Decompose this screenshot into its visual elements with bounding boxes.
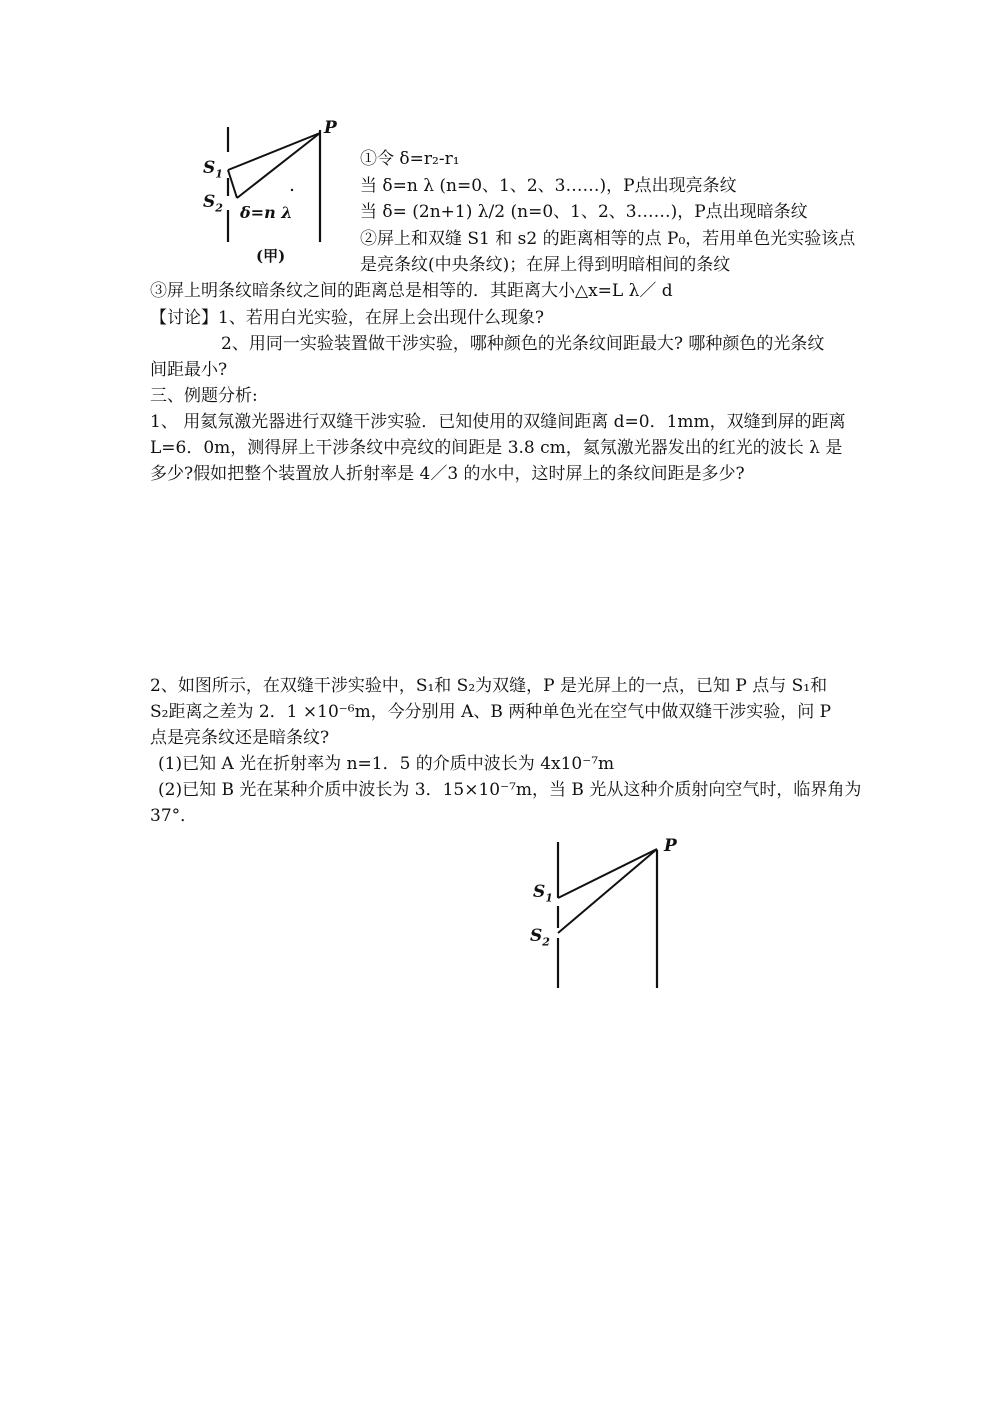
- line-8: 2、用同一实验装置做干涉实验，哪种颜色的光条纹间距最大? 哪种颜色的光条纹: [221, 334, 825, 354]
- example-2-q2a: (2)已知 B 光在某种介质中波长为 3．15×10⁻⁷m，当 B 光从这种介质射向空气时，临界角为: [158, 780, 862, 800]
- line-4: ②屏上和双缝 S1 和 s2 的距离相等的点 P₀，若用单色光实验该点: [360, 229, 856, 249]
- fig2-label-s2: $S_2$: [530, 926, 550, 949]
- line-1: ①令 δ=r₂-r₁: [360, 149, 460, 169]
- fig2-label-s1: $S_1$: [533, 882, 553, 905]
- line-2: 当 δ=n λ (n=0、1、2、3……)，P点出现亮条纹: [360, 176, 737, 196]
- line-3: 当 δ= (2n+1) λ/2 (n=0、1、2、3……)，P点出现暗条纹: [360, 202, 808, 222]
- fig1-label-s1: $S_1$: [203, 158, 223, 181]
- fig1-label-delta: δ=n λ: [240, 203, 293, 222]
- line-10: 三、例题分析:: [150, 386, 258, 406]
- fig2-label-p: P: [664, 836, 677, 856]
- line-9: 间距最小?: [150, 360, 228, 380]
- example-2-q1: (1)已知 A 光在折射率为 n=1．5 的介质中波长为 4x10⁻⁷m: [158, 754, 615, 774]
- example-2-intro: 2、如图所示，在双缝干涉实验中，S₁和 S₂为双缝，P 是光屏上的一点，已知 P 点与 S₁和 S₂距离之差为 2．1 ×10⁻⁶m，今分别用 A、B 两种单色光在空气中做双缝干涉实验，问 P 点是亮条纹还是暗条纹?: [150, 676, 832, 748]
- example-2-q2b: 37°．: [150, 806, 198, 826]
- example-1: 1、 用氦氖激光器进行双缝干涉实验．已知使用的双缝间距离 d=0．1mm，双缝到屏的距离 L=6．0m，测得屏上干涉条纹中亮纹的间距是 3.8 cm，氦氖激光器发出的红光的波长 λ 是多少?假如把整个装置放人折射率是 4／3 的水中，这时屏上的条纹间距是多少?: [150, 412, 846, 484]
- fig1-caption: (甲): [256, 247, 286, 265]
- line-7: 【讨论】1、若用白光实验，在屏上会出现什么现象?: [150, 308, 544, 328]
- fig1-label-p: P: [324, 118, 337, 138]
- line-5: 是亮条纹(中央条纹)；在屏上得到明暗相间的条纹: [360, 255, 731, 275]
- line-6: ③屏上明条纹暗条纹之间的距离总是相等的．其距离大小△x=L λ／ d: [150, 281, 673, 301]
- fig1-label-s2: $S_2$: [203, 192, 223, 215]
